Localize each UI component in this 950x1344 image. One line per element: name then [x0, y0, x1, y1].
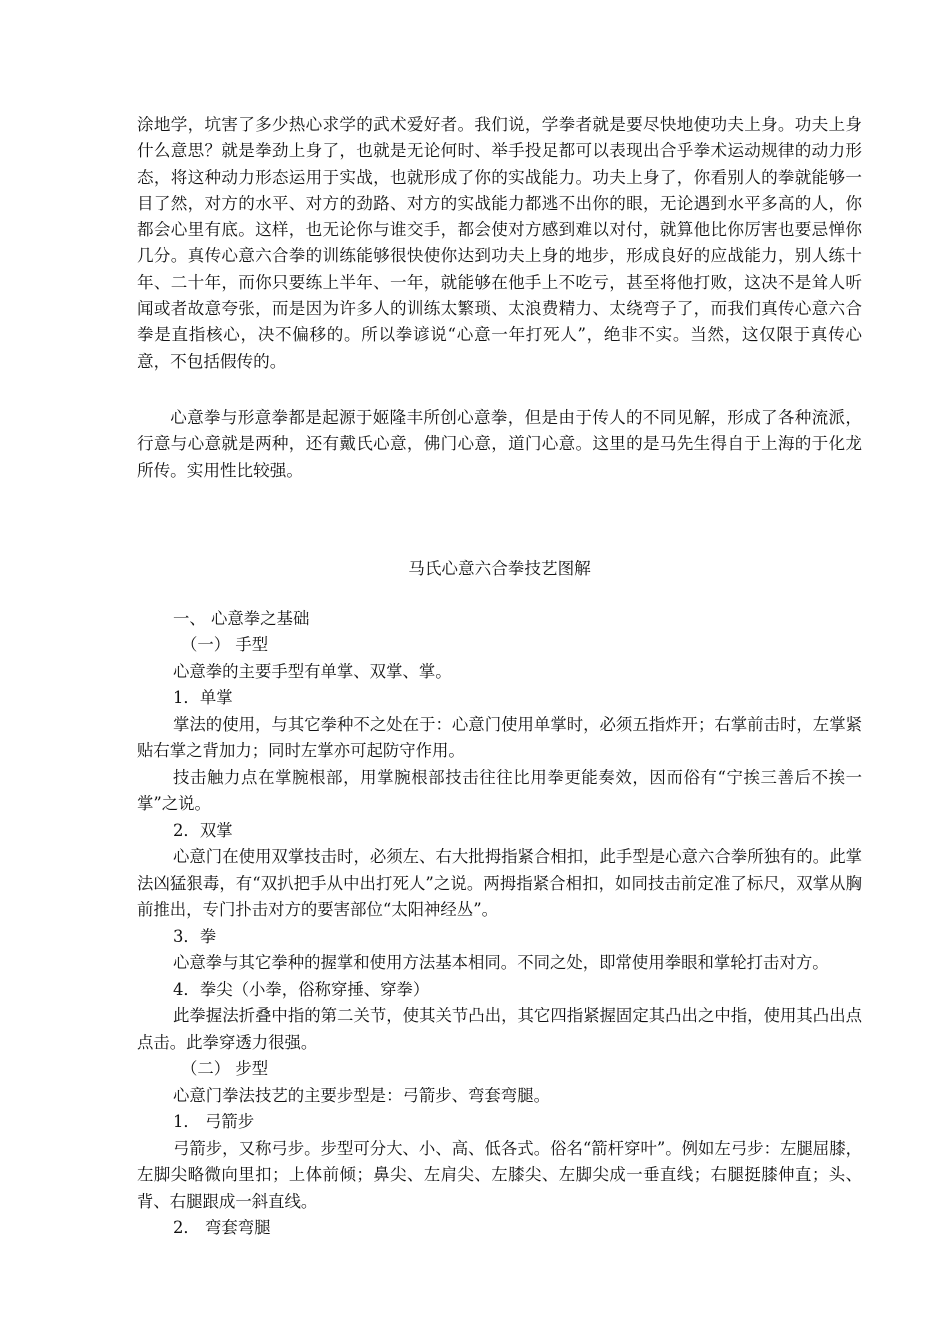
heading-single-palm: 1．单掌 [173, 688, 233, 708]
document-page [137, 112, 862, 1242]
stances-intro: 心意门拳法技艺的主要步型是：弓箭步、弯套弯腿。 [173, 1085, 550, 1105]
fist-paragraph: 心意拳与其它拳种的握掌和使用方法基本相同。不同之处，即常使用拳眼和掌轮打击对方。 [173, 953, 829, 973]
heading-fist: 3．拳 [173, 926, 217, 946]
heading-double-palm: 2．双掌 [173, 820, 233, 840]
hand-shapes-intro: 心意拳的主要手型有单掌、双掌、掌。 [173, 661, 452, 681]
heading-basics: 一、 心意拳之基础 [173, 608, 310, 628]
heading-fist-tip: 4．拳尖（小拳，俗称穿捶、穿拳） [173, 979, 430, 999]
origin-paragraph: 心意拳与形意拳都是起源于姬隆丰所创心意拳，但是由于传人的不同见解，形成了各种流派，行意与心意就是两种，还有戴氏心意，佛门心意，道门心意。这里的是马先生得自于上海的于化龙所传。实用性比较强。 [137, 407, 862, 480]
section-title: 马氏心意六合拳技艺图解 [408, 558, 591, 578]
double-palm-paragraph: 心意门在使用双掌技击时，必须左、右大批拇指紧合相扣，此手型是心意六合拳所独有的。此掌法凶猛狠毒，有“双扒把手从中出打死人”之说。两拇指紧合相扣，如同技击前定准了标尺，双掌从胸前推出，专门扑击对方的要害部位“太阳神经丛”。 [137, 847, 862, 920]
single-palm-paragraph-2: 技击触力点在掌腕根部，用掌腕根部技击往往比用拳更能奏效，因而俗有“宁挨三善后不挨一掌”之说。 [137, 767, 862, 814]
intro-paragraph: 涂地学，坑害了多少热心求学的武术爱好者。我们说，学拳者就是要尽快地使功夫上身。功夫上身什么意思？就是拳劲上身了，也就是无论何时、举手投足都可以表现出合乎拳术运动规律的动力形态，将这种动力形态运用于实战，也就形成了你的实战能力。功夫上身了，你看别人的拳就能够一目了然，对方的水平、对方的劲路、对方的实战能力都逃不出你的眼，无论遇到水平多高的人，你都会心里有底。这样，也无论你与谁交手，都会使对方感到难以对付，就算他比你厉害也要忌惮你几分。真传心意六合拳的训练能够很快使你达到功夫上身的地步，形成良好的应战能力，别人练十年、二十年，而你只要练上半年、一年，就能够在他手上不吃亏，甚至将他打败，这决不是耸人听闻或者故意夸张，而是因为许多人的训练太繁琐、太浪费精力、太绕弯子了，而我们真传心意六合拳是直指核心，决不偏移的。所以拳谚说“心意一年打死人”，绝非不实。当然，这仅限于真传心意，不包括假传的。 [137, 115, 862, 371]
single-palm-paragraph-1: 掌法的使用，与其它拳种不之处在于：心意门使用单掌时，必须五指炸开；右掌前击时，左掌紧贴右掌之背加力；同时左掌亦可起防守作用。 [137, 714, 862, 761]
technique-content [137, 606, 862, 1242]
heading-hand-shapes: （一） 手型 [181, 635, 269, 655]
heading-stances: （二） 步型 [181, 1059, 269, 1079]
fist-tip-paragraph: 此拳握法折叠中指的第二关节，使其关节凸出，其它四指紧握固定其凸出之中指，使用其凸出点点击。此拳穿透力很强。 [137, 1006, 862, 1052]
bow-stance-paragraph: 弓箭步，又称弓步。步型可分大、小、高、低各式。俗名“箭杆穿叶”。例如左弓步：左腿屈膝，左脚尖略微向里扣；上体前倾；鼻尖、左肩尖、左膝尖、左脚尖成一垂直线；右腿挺膝伸直；头、背、右腿跟成一斜直线。 [137, 1138, 862, 1211]
heading-bow-stance: 1． 弓箭步 [173, 1112, 255, 1132]
heading-bent-leg-stance: 2． 弯套弯腿 [173, 1218, 271, 1238]
